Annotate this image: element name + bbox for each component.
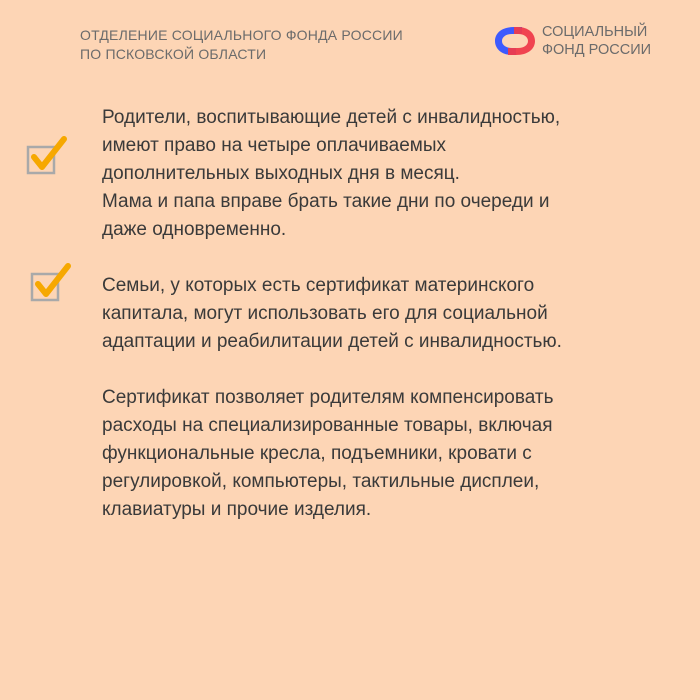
text-line: Сертификат позволяет родителям компенсировать: [102, 387, 554, 408]
text-line: функциональные кресла, подъемники, кровати с: [102, 443, 532, 464]
text-line: адаптации и реабилитации детей с инвалидностью.: [102, 331, 562, 352]
text-line: клавиатуры и прочие изделия.: [102, 499, 372, 520]
text-line: даже одновременно.: [102, 219, 287, 240]
paragraph-parent-days-off: [102, 104, 662, 244]
check-icon: [30, 262, 72, 302]
paragraph-maternity-capital: [102, 272, 662, 356]
header-org-line-1: ОТДЕЛЕНИЕ СОЦИАЛЬНОГО ФОНДА РОССИИ: [80, 27, 403, 43]
logo-text-line-2: ФОНД РОССИИ: [542, 42, 652, 58]
paragraph-certificate-compensation: [102, 384, 662, 524]
logo-text: [542, 23, 651, 59]
text-line: регулировкой, компьютеры, тактильные дисплеи,: [102, 471, 540, 492]
check-icon: [26, 135, 68, 175]
header-org-line-2: ПО ПСКОВСКОЙ ОБЛАСТИ: [80, 46, 267, 62]
text-line: расходы на специализированные товары, включая: [102, 415, 553, 436]
text-line: дополнительных выходных дня в месяц.: [102, 163, 460, 184]
text-line: имеют право на четыре оплачиваемых: [102, 135, 446, 156]
text-line: капитала, могут использовать его для социальной: [102, 303, 548, 324]
logo-text-line-1: СОЦИАЛЬНЫЙ: [542, 24, 648, 40]
social-fund-logo: [492, 23, 651, 59]
social-fund-logo-icon: [492, 23, 538, 59]
text-line: Мама и папа вправе брать такие дни по очереди и: [102, 191, 550, 212]
text-line: Семьи, у которых есть сертификат материнского: [102, 275, 535, 296]
text-line: Родители, воспитывающие детей с инвалидностью,: [102, 107, 561, 128]
header-organization: [80, 26, 403, 64]
